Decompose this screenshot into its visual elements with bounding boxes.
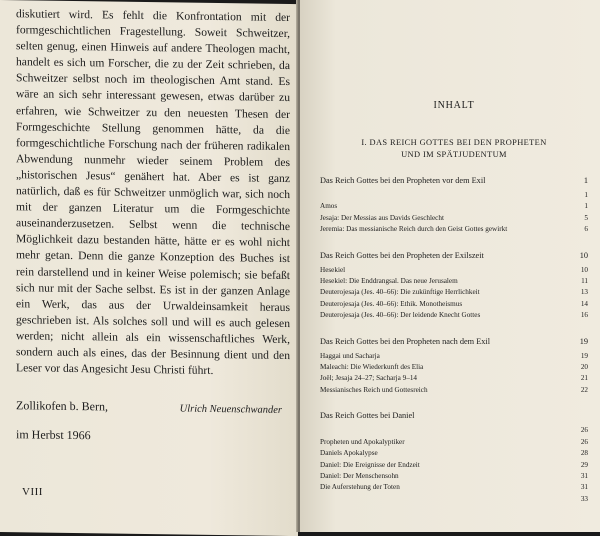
toc-entry-page: 22 xyxy=(580,385,588,394)
toc-entry-title: Amos xyxy=(320,202,338,211)
toc-entry-page: 31 xyxy=(580,471,588,480)
toc-entry-row xyxy=(320,190,588,201)
toc-entry-page: 6 xyxy=(584,225,588,234)
toc-entry-page: 11 xyxy=(581,277,588,286)
toc-entry-row xyxy=(320,213,588,224)
toc-entry-row xyxy=(320,494,588,505)
date: im Herbst 1966 xyxy=(16,427,91,443)
toc-entry-row xyxy=(320,482,588,493)
toc-entry-row xyxy=(320,373,588,384)
part-title-line2: UND IM SPÄTJUDENTUM xyxy=(401,150,507,159)
toc-entry-page: 20 xyxy=(580,363,588,372)
toc-entry-page: 29 xyxy=(580,460,588,469)
toc-chapter-row xyxy=(320,175,588,187)
toc-chapter-page: 19 xyxy=(579,336,588,346)
toc-entry-page: 5 xyxy=(584,213,588,222)
toc-entry-row xyxy=(320,299,588,310)
toc-entry-title: Messianisches Reich und Gottesreich xyxy=(320,385,428,394)
toc-chapter-row xyxy=(320,336,588,348)
sign-off xyxy=(16,398,290,417)
toc-chapter-row xyxy=(320,250,588,262)
toc-chapter-title: Das Reich Gottes bei den Propheten der Exilszeit xyxy=(320,250,484,260)
part-title-line1: I. DAS REICH GOTTES BEI DEN PROPHETEN xyxy=(361,138,547,147)
table-of-contents xyxy=(320,175,588,505)
toc-entry-page: 10 xyxy=(580,265,588,274)
toc-entry-page: 14 xyxy=(580,299,588,308)
page-number-left: VIII xyxy=(22,486,43,498)
toc-entry-page: 1 xyxy=(584,191,588,199)
toc-chapter-title: Das Reich Gottes bei den Propheten vor dem Exil xyxy=(320,176,486,185)
toc-entry-row xyxy=(320,287,588,298)
toc-entry-title: Propheten und Apokalyptiker xyxy=(320,437,405,446)
toc-entry-page: 19 xyxy=(580,351,588,360)
toc-section xyxy=(320,336,588,397)
toc-section xyxy=(320,410,588,505)
toc-section xyxy=(320,175,588,236)
toc-entry-row xyxy=(320,425,588,436)
left-page xyxy=(0,0,298,536)
toc-entry-row xyxy=(320,276,588,287)
toc-entry-row xyxy=(320,471,588,482)
toc-chapter-page: 1 xyxy=(583,176,588,185)
toc-chapter-title: Das Reich Gottes bei Daniel xyxy=(320,411,415,421)
preface-paragraph: diskutiert wird. Es fehlt die Konfrontation mit der formgeschichtlichen Fragestellung. Soweit Schweitzer, selten genug, einen Hinweis auf andere Theologen macht, handelt es sich um Forscher, die zu der Zeit schrieben, da Schweitzer selbst noch im theologischen Amt stand. Es wäre an sich sehr interessant gewesen, etwas darüber zu erfahren, wie Schweitzer zu den neuesten Thesen der Formgeschichte Stellung genommen hätte, da die formgeschichtliche Forschung nach der früheren radikalen Abwendung nunmehr wieder seinem Problem des „historischen Jesus“ genähert hat. Aber es ist ganz natürlich, daß es für Schweitzer unmöglich war, sich noch mit der ganzen Literatur um die Formgeschichte auseinanderzusetzen. Selbst wenn die technische Möglichkeit dazu bestanden hätte, hätte er es wohl nicht mehr getan. Denn die ganze Konzeption des Buches ist rein darstellend und in keiner Weise polemisch; sie befaßt sich nur mit der Sache selbst. Es ist in der ganzen Anlage ein Werk, das aus der Urwaldeinsamkeit heraus geschrieben ist. Als solches soll und will es auch gelesen werden; nicht allein als ein wissenschaftliches Werk, sondern auch als eines, das der Besinnung dient und den Leser vor das Angesicht Jesu Christi führt. xyxy=(16,7,290,378)
right-page xyxy=(300,0,600,532)
toc-entry-title: Deuterojesaja (Jes. 40–66): Der leidende Knecht Gottes xyxy=(320,311,481,320)
toc-entry-page: 21 xyxy=(580,374,588,383)
toc-entry-row xyxy=(320,448,588,459)
toc-entry-title: Daniel: Der Menschensohn xyxy=(320,471,399,480)
toc-entry-title: Daniel: Die Ereignisse der Endzeit xyxy=(320,460,420,469)
toc-entry-title: Deuterojesaja (Jes. 40–66): Ethik. Monotheismus xyxy=(320,299,463,308)
toc-entry-row xyxy=(320,385,588,396)
preface-text xyxy=(16,6,290,380)
place: Zollikofen b. Bern, xyxy=(16,398,108,414)
toc-entry-page: 28 xyxy=(580,449,588,458)
toc-entry-title: Maleachi: Die Wiederkunft des Elia xyxy=(320,363,424,372)
toc-entry-title: Daniels Apokalypse xyxy=(320,449,378,458)
toc-entry-page: 26 xyxy=(580,437,588,446)
toc-entry-page: 1 xyxy=(584,202,588,211)
toc-entry-title: Die Auferstehung der Toten xyxy=(320,483,400,492)
toc-chapter-title: Das Reich Gottes bei den Propheten nach dem Exil xyxy=(320,336,491,346)
toc-entry-row xyxy=(320,265,588,276)
toc-entry-title: Joël; Jesaja 24–27; Sacharja 9–14 xyxy=(320,374,418,383)
toc-entry-page: 31 xyxy=(580,483,588,492)
toc-entry-row xyxy=(320,351,588,362)
toc-title: INHALT xyxy=(433,100,475,111)
toc-entry-row xyxy=(320,362,588,373)
toc-chapter-row xyxy=(320,410,588,422)
toc-chapter-page: 10 xyxy=(579,250,588,260)
toc-entry-title: Haggai und Sacharja xyxy=(320,351,380,360)
toc-entry-row xyxy=(320,437,588,448)
toc-entry-title: Hesekiel xyxy=(320,265,346,274)
toc-entry-title: Hesekiel: Die Enddrangsal. Das neue Jerusalem xyxy=(320,277,458,286)
toc-entry-row xyxy=(320,201,588,212)
toc-entry-page: 16 xyxy=(580,311,588,320)
toc-entry-row xyxy=(320,310,588,321)
toc-entry-row xyxy=(320,224,588,235)
author-signature: Ulrich Neuenschwander xyxy=(179,403,282,417)
toc-entry-row xyxy=(320,460,588,471)
toc-entry-page: 33 xyxy=(580,494,588,503)
part-title xyxy=(320,137,588,161)
toc-entry-title: Jeremia: Das messianische Reich durch den Geist Gottes gewirkt xyxy=(320,225,508,234)
toc-entry-title: Deuterojesaja (Jes. 40–66): Die zukünftige Herrlichkeit xyxy=(320,288,480,297)
toc-entry-title: Jesaja: Der Messias aus Davids Geschlecht xyxy=(320,213,444,222)
toc-entry-page: 26 xyxy=(580,426,588,435)
toc-entry-page: 13 xyxy=(580,288,588,297)
toc-section xyxy=(320,250,588,322)
